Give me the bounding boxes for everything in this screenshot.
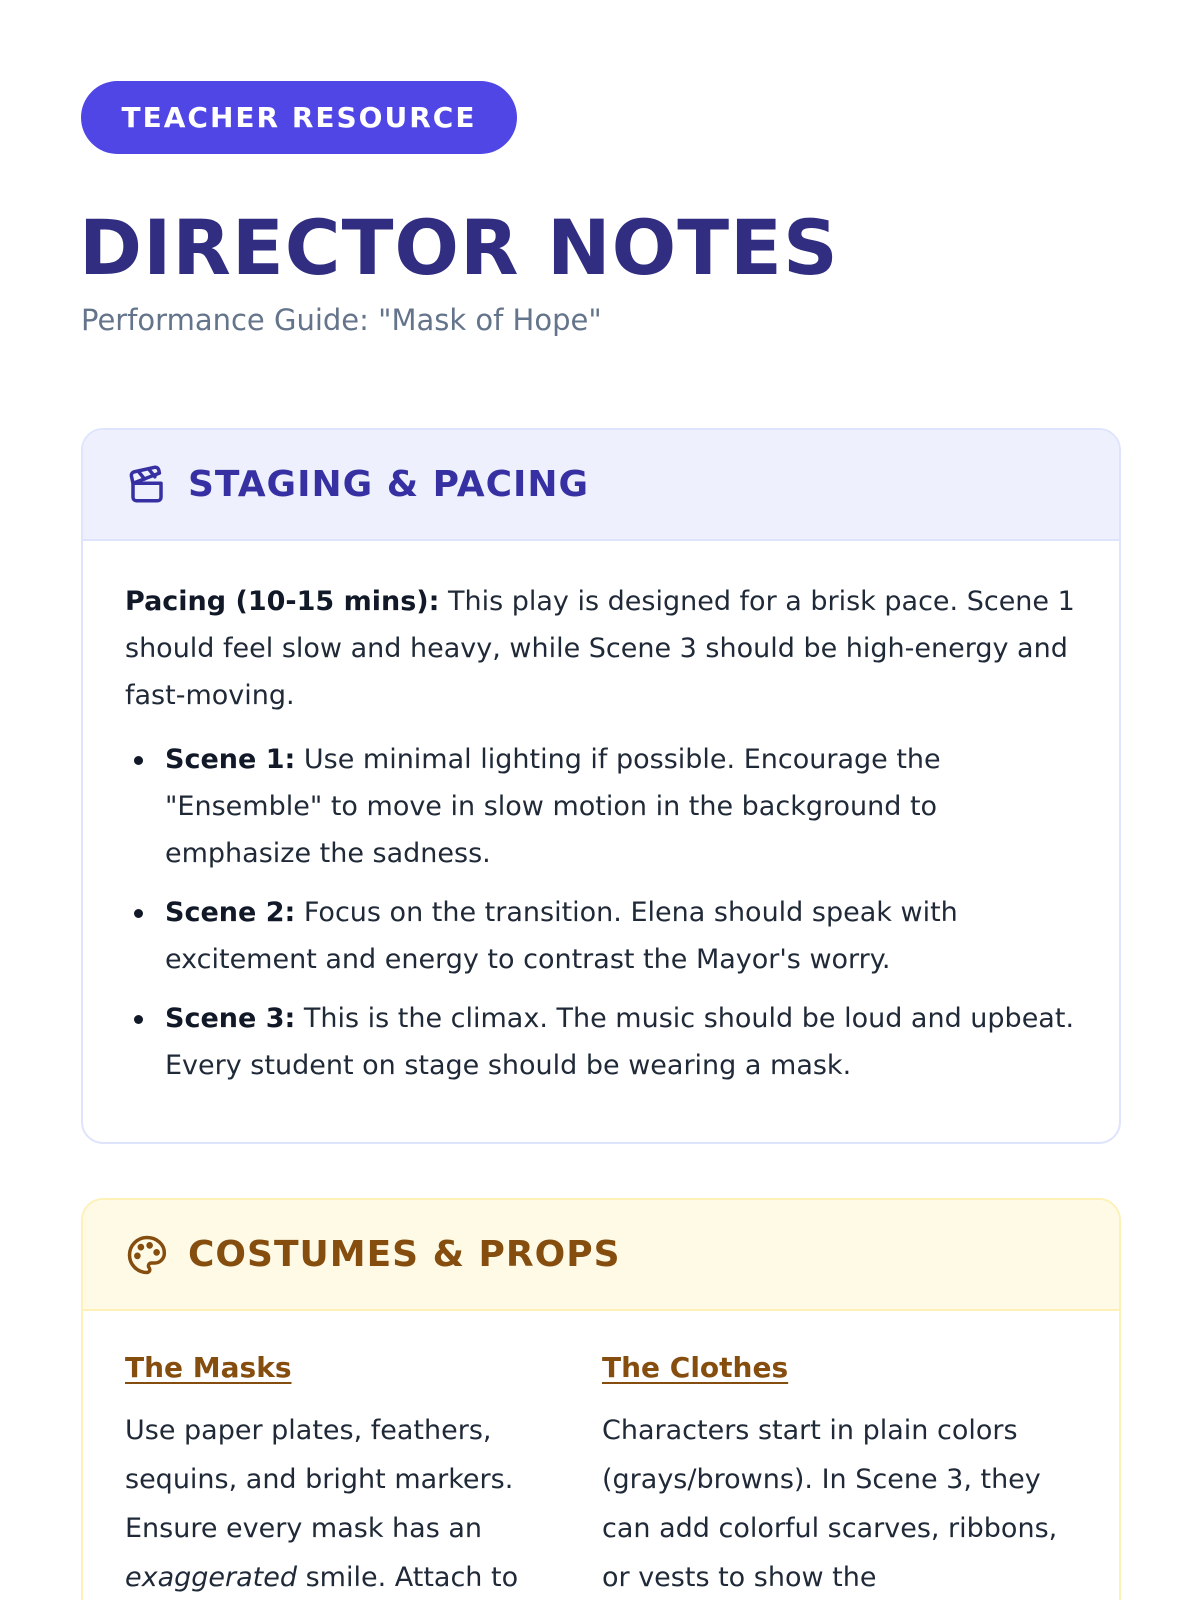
staging-pacing-body [83,541,1119,1089]
scene-label: Scene 2: [165,897,296,928]
scene-list-item [125,736,1079,877]
palette-icon [126,1234,168,1276]
staging-pacing-title: STAGING & PACING [188,464,590,505]
pacing-text: This play is designed for a brisk pace. Scene 1 should feel slow and heavy, while Scene 3 should be high-energy and fast-moving. [125,586,1075,711]
scene-text: Focus on the transition. Elena should speak with excitement and energy to contrast the Mayor's worry. [165,897,958,975]
pacing-label: Pacing (10-15 mins): [125,586,440,617]
masks-heading: The Masks [125,1351,292,1384]
masks-emphasis: exaggerated [125,1562,298,1593]
masks-text-before: Use paper plates, feathers, sequins, and bright markers. Ensure every mask has an [125,1415,514,1544]
staging-pacing-header [83,430,1119,541]
page-subtitle: Performance Guide: "Mask of Hope" [81,303,602,337]
scene-text: Use minimal lighting if possible. Encourage the "Ensemble" to move in slow motion in the background to emphasize the sadness. [165,744,941,869]
scene-label: Scene 1: [165,744,296,775]
masks-column [125,1348,602,1600]
scene-text: This is the climax. The music should be loud and upbeat. Every student on stage should be wearing a mask. [165,1003,1075,1081]
costumes-props-card [81,1198,1121,1600]
masks-text [125,1406,602,1600]
costumes-props-title: COSTUMES & PROPS [188,1234,621,1275]
costumes-props-body [83,1311,1119,1600]
page-title: DIRECTOR NOTES [79,203,839,292]
teacher-resource-badge: TEACHER RESOURCE [81,81,517,154]
clapperboard-icon [126,464,168,506]
scene-label: Scene 3: [165,1003,296,1034]
clothes-text: Characters start in plain colors (grays/browns). In Scene 3, they can add colorful scarves, ribbons, or vests to show the [602,1415,1058,1593]
scene-list-item [125,889,1079,983]
masks-text-after: smile. Attach to [297,1562,519,1593]
staging-pacing-card [81,428,1121,1144]
clothes-heading: The Clothes [602,1351,789,1384]
costumes-props-header [83,1200,1119,1311]
scene-list-item [125,995,1079,1089]
scene-list [125,736,1079,1089]
clothes-column [602,1348,1079,1600]
pacing-paragraph [125,578,1079,719]
